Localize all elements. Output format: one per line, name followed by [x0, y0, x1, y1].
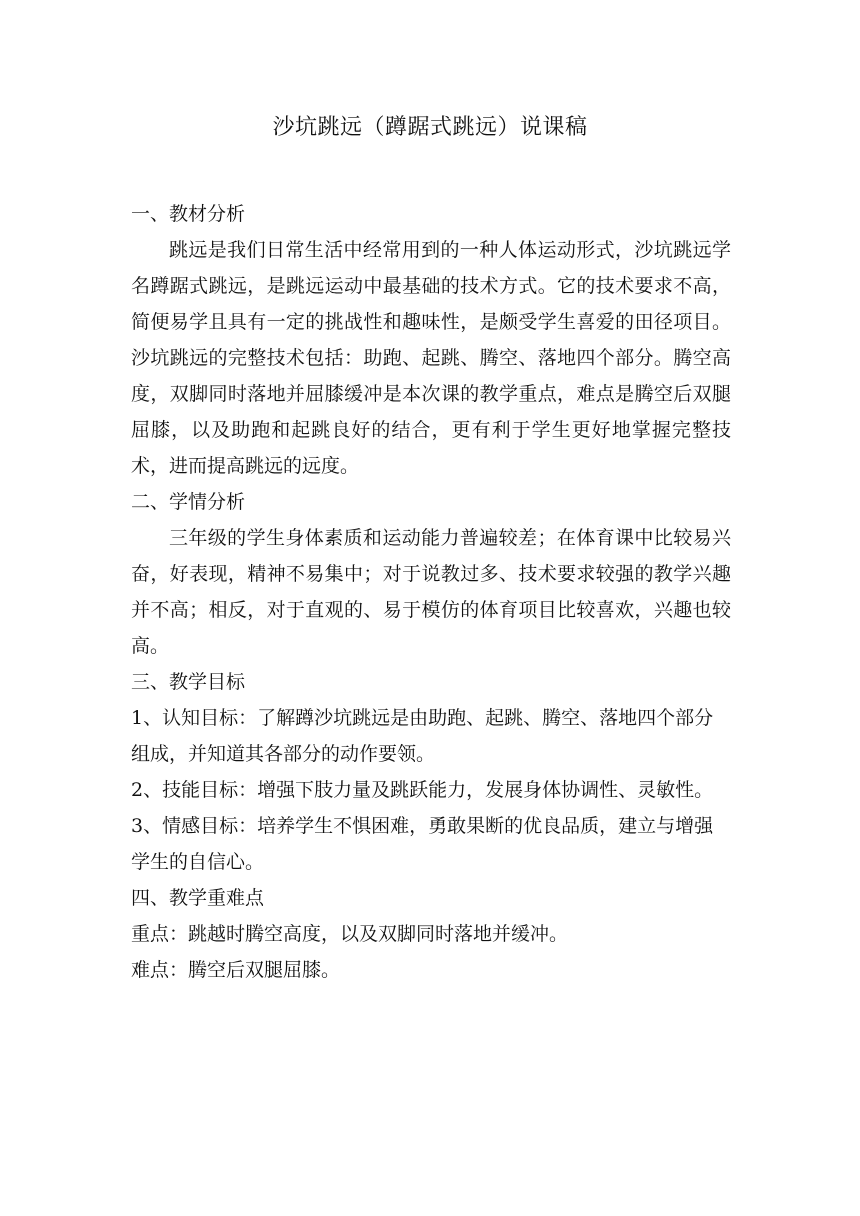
document-title: 沙坑跳远（蹲踞式跳远）说课稿	[272, 115, 588, 140]
difficult-point: 难点：腾空后双腿屈膝。	[131, 959, 341, 981]
section-heading-student-analysis: 二、学情分析	[131, 491, 246, 513]
textbook-analysis-paragraph: 跳远是我们日常生活中经常用到的一种人体运动形式，沙坑跳远学名蹲踞式跳远，是跳远运动中最基础的技术方式。它的技术要求不高，简便易学且具有一定的挑战性和趣味性，是颇受学生喜爱的田径项目。沙坑跳远的完整技术包括：助跑、起跳、腾空、落地四个部分。腾空高度，双脚同时落地并屈膝缓冲是本次课的教学重点，难点是腾空后双腿屈膝，以及助跑和起跳良好的结合，更有利于学生更好地掌握完整技术，进而提高跳远的远度。	[131, 239, 731, 477]
document-body	[131, 196, 731, 988]
section-heading-teaching-goals: 三、教学目标	[131, 671, 246, 693]
section-heading-key-difficult-points: 四、教学重难点	[131, 887, 265, 909]
key-point: 重点：跳越时腾空高度，以及双脚同时落地并缓冲。	[131, 923, 569, 945]
student-analysis-paragraph: 三年级的学生身体素质和运动能力普遍较差；在体育课中比较易兴奋，好表现，精神不易集中；对于说教过多、技术要求较强的教学兴趣并不高；相反，对于直观的、易于模仿的体育项目比较喜欢，兴趣也较高。	[131, 527, 731, 657]
teaching-goal-cognitive: 1、认知目标：了解蹲沙坑跳远是由助跑、起跳、腾空、落地四个部分组成，并知道其各部分的动作要领。	[131, 707, 714, 765]
teaching-goal-skill: 2、技能目标：增强下肢力量及跳跃能力，发展身体协调性、灵敏性。	[131, 779, 714, 801]
teaching-goal-affective: 3、情感目标：培养学生不惧困难，勇敢果断的优良品质，建立与增强学生的自信心。	[131, 815, 714, 873]
section-heading-textbook-analysis: 一、教材分析	[131, 203, 246, 225]
